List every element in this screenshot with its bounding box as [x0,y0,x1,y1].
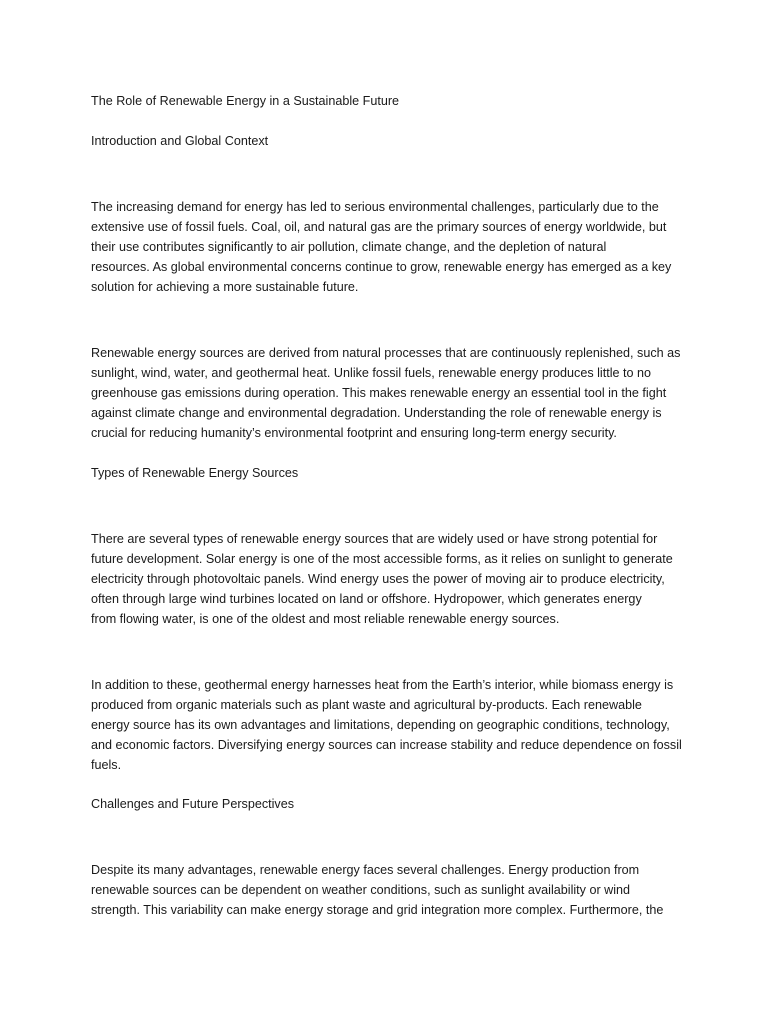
paragraph-types-2 [91,675,691,775]
text-line: solution for achieving a more sustainable future. [91,280,359,294]
text-line: electricity through photovoltaic panels. Wind energy uses the power of moving air to produce electricity, [91,572,665,586]
text-line: against climate change and environmental degradation. Understanding the role of renewable energy is [91,406,662,420]
document-title: The Role of Renewable Energy in a Sustainable Future [91,94,400,108]
text-line: renewable sources can be dependent on weather conditions, such as sunlight availability or wind [91,883,631,897]
text-line: greenhouse gas emissions during operation. This makes renewable energy an essential tool in the fight [91,386,667,400]
text-line: and economic factors. Diversifying energy sources can increase stability and reduce dependence on fossil [91,738,682,752]
paragraph-introduction-1 [91,197,691,297]
text-line: often through large wind turbines located on land or offshore. Hydropower, which generates energy [91,592,642,606]
text-line: strength. This variability can make energy storage and grid integration more complex. Furthermore, the [91,903,664,917]
paragraph-challenges-1 [91,860,691,920]
section-heading-challenges: Challenges and Future Perspectives [91,797,295,811]
section-heading-introduction: Introduction and Global Context [91,134,269,148]
text-line: from flowing water, is one of the oldest and most reliable renewable energy sources. [91,612,560,626]
text-line: crucial for reducing humanity’s environmental footprint and ensuring long-term energy security. [91,426,617,440]
text-line: The increasing demand for energy has led to serious environmental challenges, particularly due to the [91,200,659,214]
text-line: future development. Solar energy is one of the most accessible forms, as it relies on sunlight to generate [91,552,673,566]
text-line: Renewable energy sources are derived from natural processes that are continuously replenished, such as [91,346,681,360]
text-line: their use contributes significantly to air pollution, climate change, and the depletion of natural [91,240,607,254]
text-line: sunlight, wind, water, and geothermal heat. Unlike fossil fuels, renewable energy produces little to no [91,366,652,380]
paragraph-introduction-2 [91,343,691,443]
text-line: energy source has its own advantages and limitations, depending on geographic conditions, technology, [91,718,670,732]
text-line: There are several types of renewable energy sources that are widely used or have strong potential for [91,532,658,546]
text-line: In addition to these, geothermal energy harnesses heat from the Earth’s interior, while biomass energy is [91,678,674,692]
text-line: extensive use of fossil fuels. Coal, oil, and natural gas are the primary sources of energy worldwide, but [91,220,667,234]
text-line: Despite its many advantages, renewable energy faces several challenges. Energy production from [91,863,640,877]
text-line: resources. As global environmental concerns continue to grow, renewable energy has emerged as a key [91,260,672,274]
text-line: fuels. [91,758,122,772]
section-heading-types: Types of Renewable Energy Sources [91,466,299,480]
text-line: produced from organic materials such as plant waste and agricultural by-products. Each renewable [91,698,642,712]
paragraph-types-1 [91,529,691,629]
